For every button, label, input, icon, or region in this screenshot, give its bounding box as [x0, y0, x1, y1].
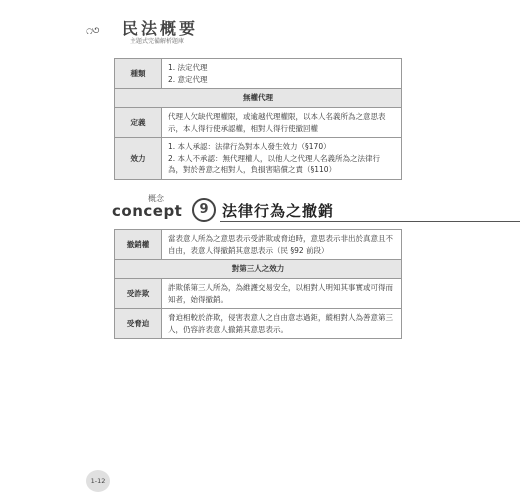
table-row — [115, 278, 402, 308]
agency-table — [114, 58, 402, 180]
book-title: 民法概要 — [122, 19, 199, 38]
page-number: 1-12 — [86, 470, 110, 492]
row-label-duress: 受脅迫 — [115, 309, 162, 339]
title-underline — [220, 221, 520, 222]
row-label-types: 種類 — [115, 59, 162, 89]
table-row — [115, 138, 402, 180]
list-item: 2. 意定代理 — [168, 74, 208, 84]
section-header-third-party: 對第三人之效力 — [115, 260, 402, 279]
list-item: 1. 本人承認：法律行為對本人發生效力（§170） — [168, 142, 331, 152]
table-row — [115, 59, 402, 89]
row-label-effect: 效力 — [115, 138, 162, 180]
concept-title: 法律行為之撤銷 — [222, 202, 335, 220]
concept-number: 9 — [192, 198, 216, 222]
concept-small-label: 概念 — [148, 194, 164, 203]
row-label-fraud: 受詐欺 — [115, 278, 162, 308]
definition-cell: 代理人欠缺代理權限，或逾越代理權限，以本人名義所為之意思表示，本人得行使承認權，相對人得行使撤回權 — [162, 107, 402, 137]
concept-heading — [112, 194, 412, 224]
types-cell — [162, 59, 402, 89]
table-section-row — [115, 89, 402, 108]
revocation-right-cell: 當表意人所為之意思表示受詐欺或脅迫時，意思表示非出於真意且不自由，表意人得撤銷其意思表示（民 §92 前段） — [162, 230, 402, 260]
table-section-row — [115, 260, 402, 279]
fraud-cell: 詐欺係第三人所為，為維護交易安全，以相對人明知其事實或可得而知者，始得撤銷。 — [162, 278, 402, 308]
list-item: 2. 本人不承認：無代理權人，以他人之代理人名義所為之法律行為，對於善意之相對人，負損害賠償之責（§110） — [168, 153, 381, 175]
book-logo — [86, 14, 226, 44]
revocation-table — [114, 229, 402, 339]
book-subtitle: 主題式完備解析題庫 — [130, 38, 185, 45]
table-row — [115, 107, 402, 137]
row-label-definition: 定義 — [115, 107, 162, 137]
table-row — [115, 309, 402, 339]
table-row — [115, 230, 402, 260]
list-item: 1. 法定代理 — [168, 63, 208, 72]
concept-word: concept — [112, 202, 183, 220]
duress-cell: 脅迫相較於詐欺，侵害表意人之自由意志過鉅，縱相對人為善意第三人，仍容許表意人撤銷其意思表示。 — [162, 309, 402, 339]
effect-cell — [162, 138, 402, 180]
row-label-revocation-right: 撤銷權 — [115, 230, 162, 260]
logo-doodle-icon: ೧৩ — [86, 23, 99, 37]
section-header-unauthorized-agency: 無權代理 — [115, 89, 402, 108]
